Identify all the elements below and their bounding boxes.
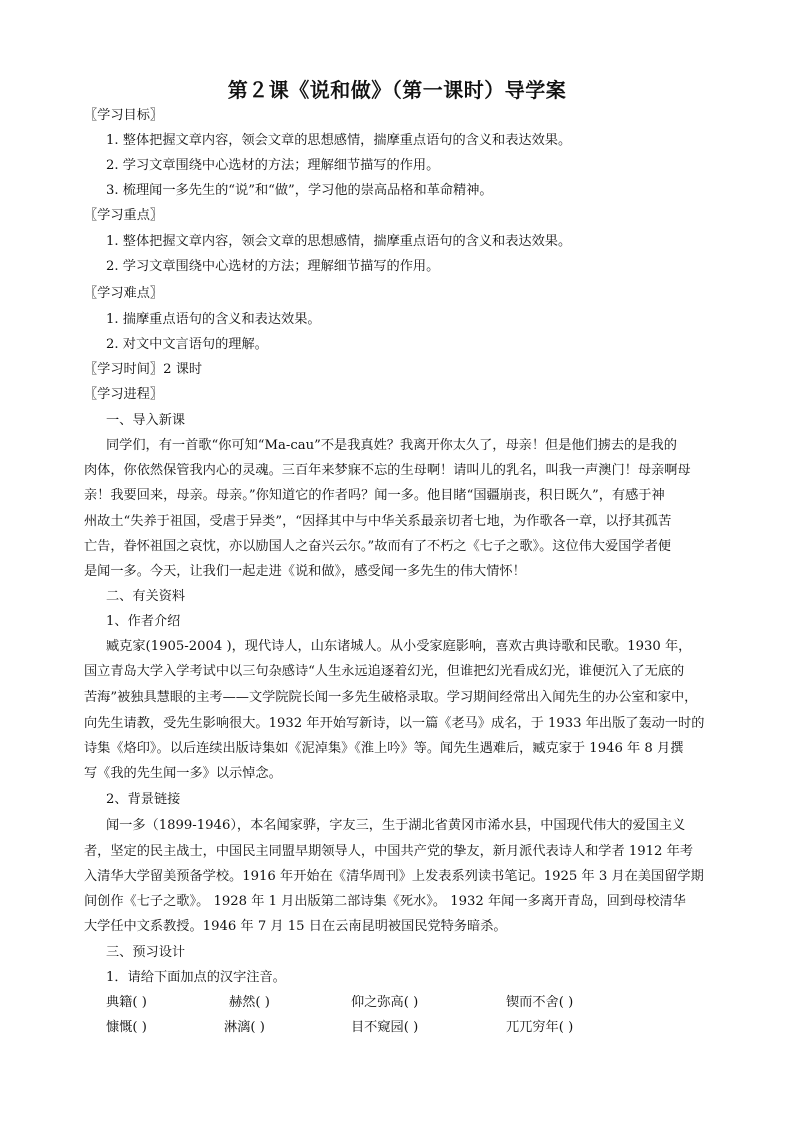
paragraph-line: 同学们，有一首歌“你可知“Ma-cau”不是我真姓？我离开你太久了，母亲！但是他们掳去的是我的 [106, 438, 677, 453]
paragraph-line: 肉体，你依然保管我内心的灵魂。三百年来梦寐不忘的生母啊！请叫儿的乳名，叫我一声澳门！母亲啊母 [84, 463, 691, 478]
pinyin-blank: 典籍( ) [106, 995, 147, 1010]
study-time: 〖学习时间〗2 课时 [84, 362, 203, 377]
pinyin-blank: 兀兀穷年( ) [506, 1020, 574, 1035]
objective-item: 1. 整体把握文章内容，领会文章的思想感情，揣摩重点语句的含义和表达效果。 [106, 133, 572, 148]
section-heading: 二、有关资料 [106, 589, 186, 604]
paragraph-line: 间创作《七子之歌》。 1928 年 1 月出版第二部诗集《死水》。 1932 年闻一多离开青岛，回到母校清华 [84, 894, 686, 909]
difficulties-heading: 〖学习难点〗 [84, 286, 164, 301]
subsection-heading: 1、作者介绍 [106, 614, 181, 629]
process-heading: 〖学习进程〗 [84, 387, 164, 402]
paragraph-line: 亡告，眷怀祖国之哀忱，亦以励国人之奋兴云尔。”故而有了不朽之《七子之歌》。这位伟大爱国学者便 [84, 539, 671, 554]
key-point-item: 2. 学习文章围绕中心选材的方法；理解细节描写的作用。 [106, 259, 440, 274]
paragraph-line: 闻一多（1899-1946），本名闻家骅，字友三，生于湖北省黄冈市浠水县，中国现代伟大的爱国主义 [106, 818, 686, 833]
paragraph-line: 向先生请教，受先生影响很大。1932 年开始写新诗，以一篇《老马》成名，于 1933 年出版了轰动一时的 [84, 716, 705, 731]
paragraph-line: 臧克家(1905-2004 )，现代诗人，山东诸城人。从小受家庭影响，喜欢古典诗歌和民歌。1930 年， [106, 639, 692, 654]
paragraph-line: 州故土“失养于祖国，受虐于异类”，“因择其中与中华关系最亲切者七地，为作歌各一章，以抒其孤苦 [84, 514, 672, 529]
paragraph-line: 亲！我要回来，母亲。母亲。”你知道它的作者吗？闻一多。他目睹“国疆崩丧，积日既久”，有感于神 [84, 488, 665, 503]
paragraph-line: 国立青岛大学入学考试中以三句杂感诗“人生永远追逐着幻光，但谁把幻光看成幻光，谁便沉入了无底的 [84, 664, 685, 679]
pinyin-blank: 淋漓( ) [224, 1020, 265, 1035]
objectives-heading: 〖学习目标〗 [84, 108, 164, 123]
paragraph-line: 者，坚定的民主战士，中国民主同盟早期领导人，中国共产党的挚友，新月派代表诗人和学者 1912 年考 [84, 844, 694, 859]
section-heading: 三、预习设计 [106, 945, 186, 960]
paragraph-line: 入清华大学留美预备学校。1916 年开始在《清华周刊》上发表系列读书笔记。1925 年 3 月在美国留学期 [84, 869, 704, 884]
objective-item: 3. 梳理闻一多先生的“说”和“做”，学习他的崇高品格和革命精神。 [106, 183, 493, 198]
difficulty-item: 2. 对文中文言语句的理解。 [106, 337, 268, 352]
section-heading: 一、导入新课 [106, 413, 186, 428]
key-point-item: 1. 整体把握文章内容，领会文章的思想感情，揣摩重点语句的含义和表达效果。 [106, 234, 572, 249]
paragraph-line: 大学任中文系教授。1946 年 7 月 15 日在云南昆明被国民党特务暗杀。 [84, 919, 507, 934]
paragraph-line: 诗集《烙印》。以后连续出版诗集如《泥淖集》《淮上吟》等。闻先生遇难后，臧克家于 1946 年 8 月撰 [84, 741, 684, 756]
difficulty-item: 1. 揣摩重点语句的含义和表达效果。 [106, 312, 321, 327]
key-points-heading: 〖学习重点〗 [84, 208, 164, 223]
pinyin-blank: 锲而不舍( ) [506, 995, 574, 1010]
page-title: 第２课《说和做》（第一课时）导学案 [227, 78, 567, 102]
pinyin-blank: 赫然( ) [229, 995, 270, 1010]
paragraph-line: 写《我的先生闻一多》以示悼念。 [84, 766, 282, 781]
paragraph-line: 苦海”被独具慧眼的主考——文学院院长闻一多先生破格录取。学习期间经常出入闻先生的办公室和家中， [84, 690, 698, 705]
pinyin-blank: 仰之弥高( ) [351, 995, 419, 1010]
subsection-heading: 2、背景链接 [106, 792, 181, 807]
task-instruction: 1．请给下面加点的汉字注音。 [106, 970, 286, 985]
pinyin-blank: 慷慨( ) [106, 1020, 147, 1035]
pinyin-blank: 目不窥园( ) [351, 1020, 419, 1035]
paragraph-line: 是闻一多。今天，让我们一起走进《说和做》，感受闻一多先生的伟大情怀！ [84, 564, 526, 579]
objective-item: 2. 学习文章围绕中心选材的方法；理解细节描写的作用。 [106, 158, 440, 173]
